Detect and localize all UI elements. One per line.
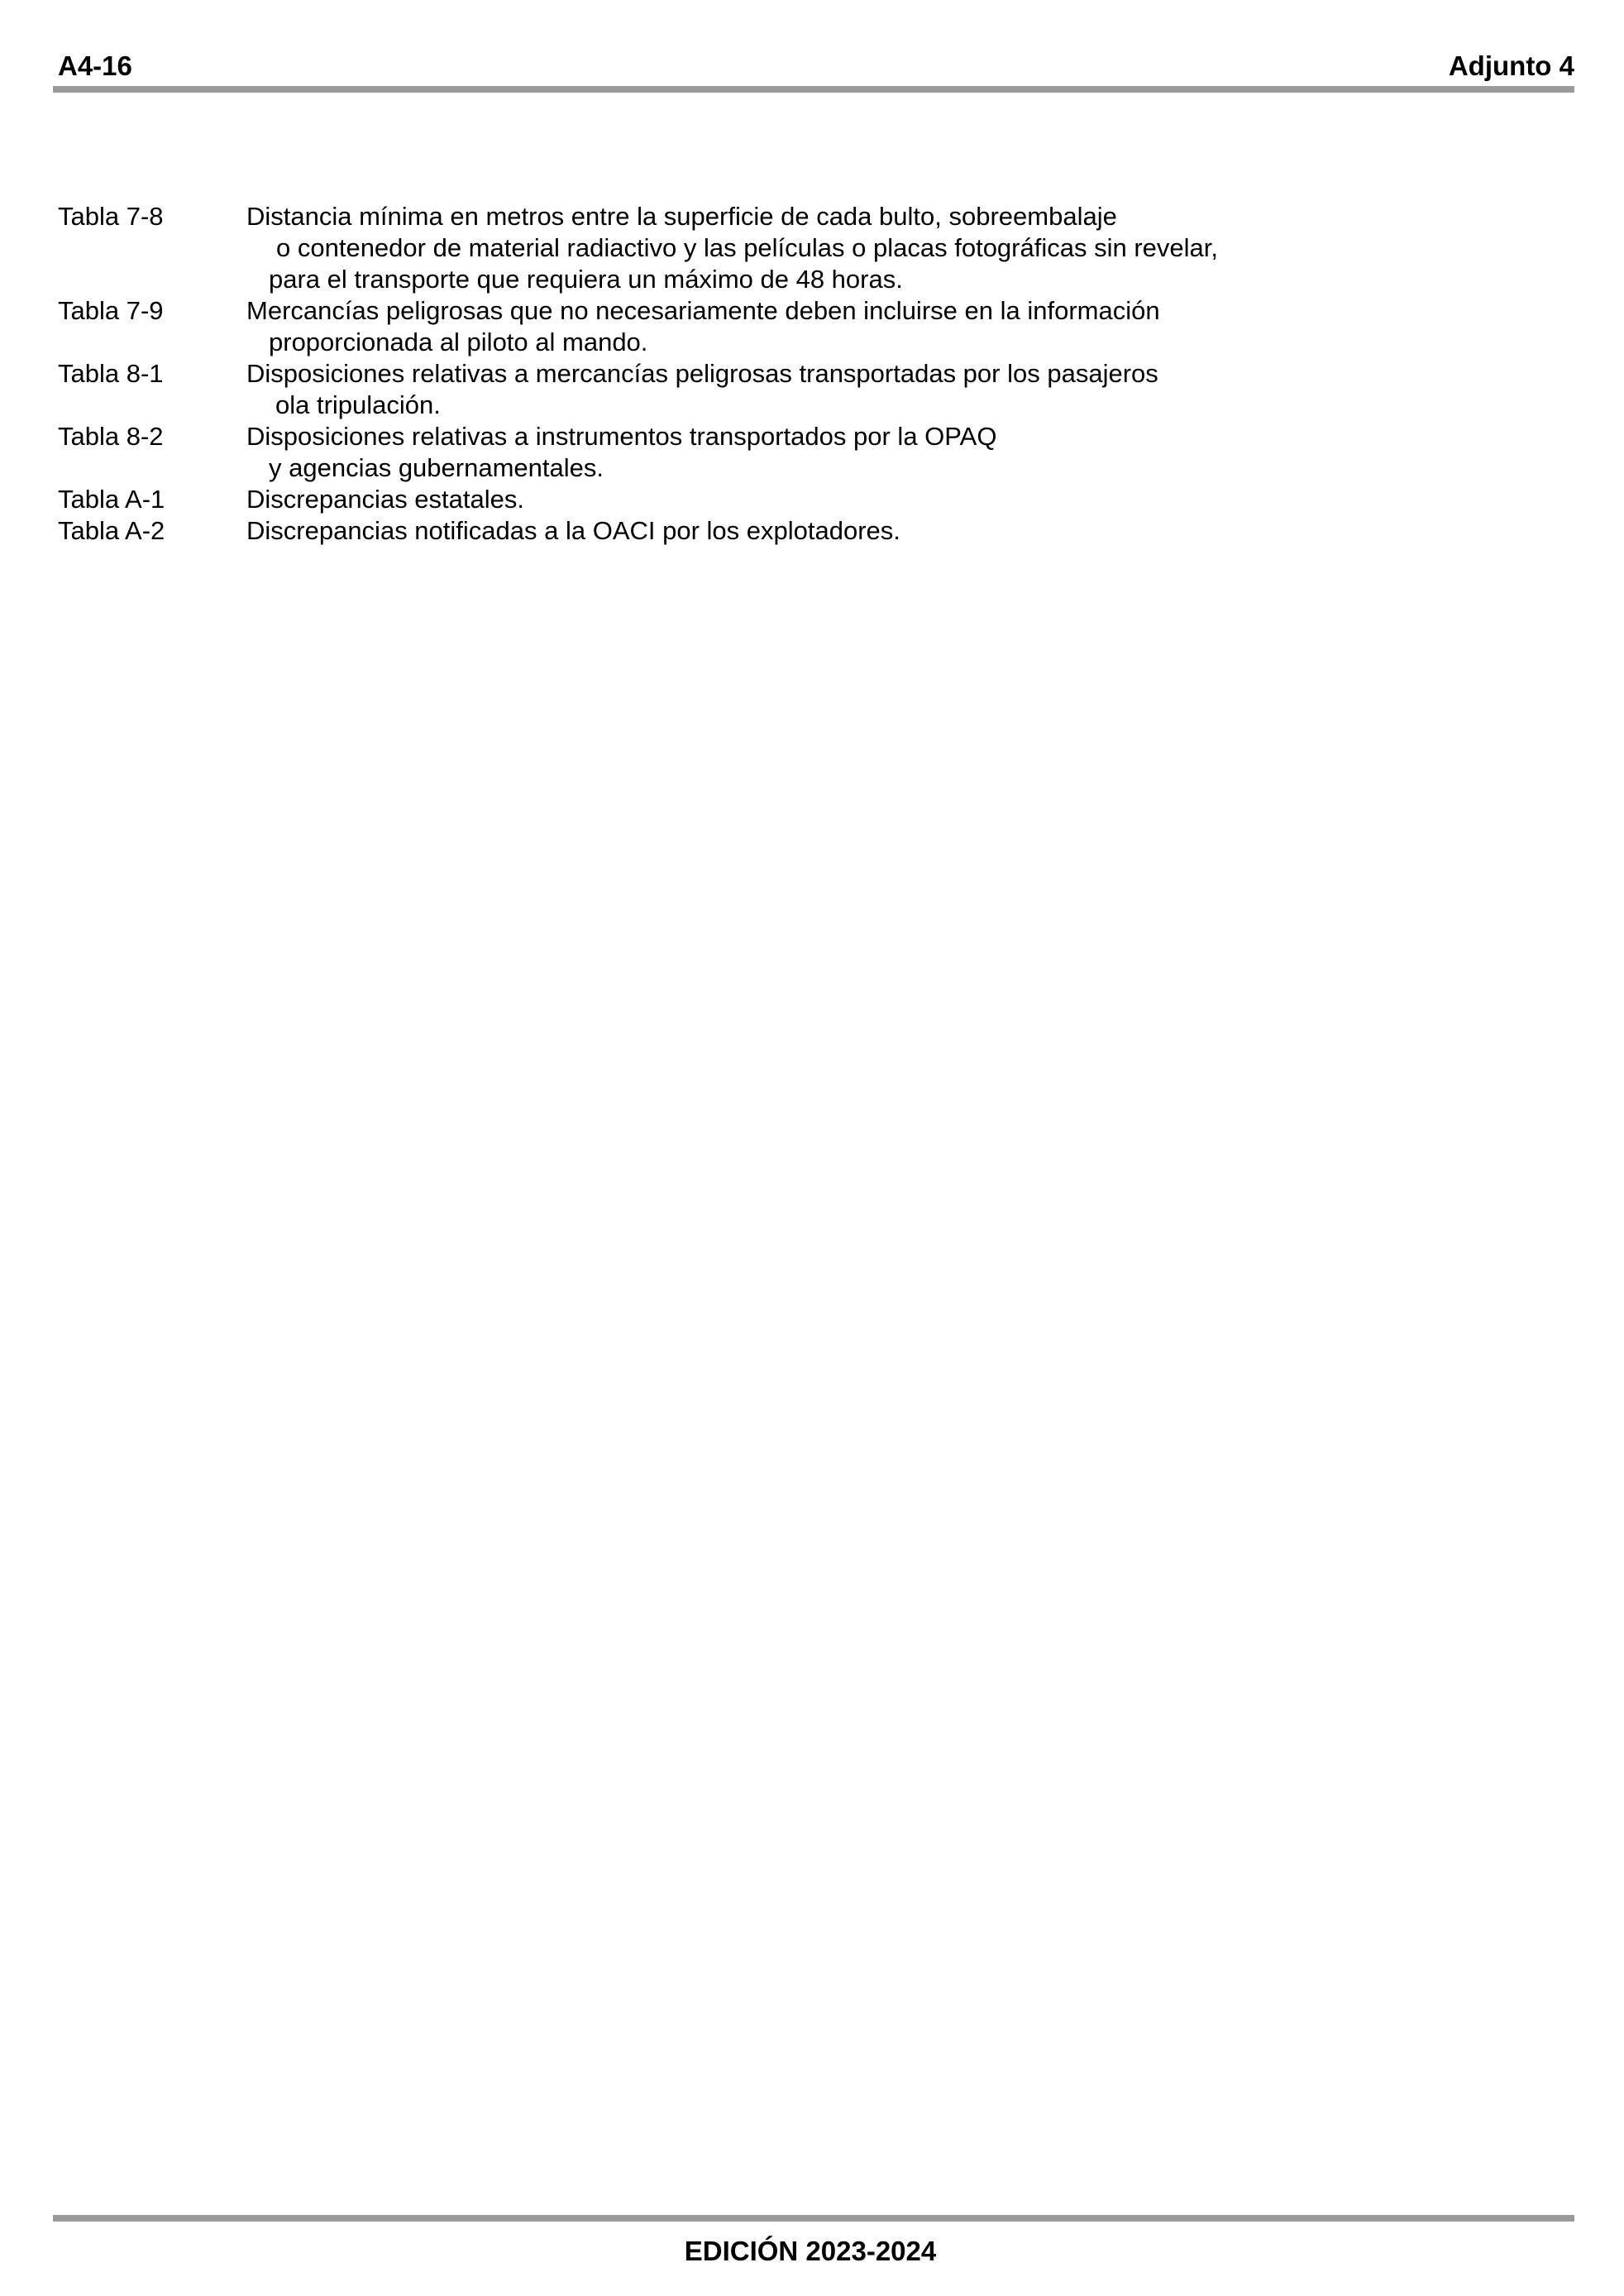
table-label: Tabla A-1 — [58, 485, 165, 514]
description-line: proporcionada al piloto al mando. — [269, 328, 648, 356]
section-title: Adjunto 4 — [1448, 50, 1574, 81]
description-line: o contenedor de material radiactivo y las películas o placas fotográficas sin revelar, — [276, 233, 1218, 262]
table-entry — [58, 515, 1513, 547]
table-description — [246, 295, 1513, 358]
table-label: Tabla 8-1 — [58, 359, 164, 388]
table-description — [246, 201, 1513, 295]
description-line: y agencias gubernamentales. — [269, 453, 604, 482]
description-line: Discrepancias estatales. — [246, 485, 524, 514]
table-entry — [58, 358, 1513, 421]
edition-label: EDICIÓN 2023-2024 — [684, 2236, 937, 2266]
page-number: A4-16 — [58, 50, 132, 81]
table-label: Tabla 7-8 — [58, 202, 164, 231]
table-description — [246, 358, 1513, 421]
header-rule — [53, 86, 1574, 93]
description-line: Disposiciones relativas a mercancías peligrosas transportadas por los pasajeros — [246, 359, 1158, 388]
table-entry — [58, 295, 1513, 358]
description-line: Mercancías peligrosas que no necesariamente deben incluirse en la información — [246, 296, 1160, 325]
table-description — [246, 515, 1513, 547]
table-entry — [58, 484, 1513, 515]
footer-rule — [53, 2215, 1574, 2222]
table-list — [58, 201, 1513, 547]
table-label: Tabla 7-9 — [58, 296, 164, 325]
table-description — [246, 421, 1513, 484]
table-description — [246, 484, 1513, 515]
description-line: para el transporte que requiera un máximo de 48 horas. — [269, 265, 903, 294]
page-header — [58, 48, 1574, 84]
description-line: Disposiciones relativas a instrumentos transportados por la OPAQ — [246, 422, 997, 451]
table-entry — [58, 201, 1513, 295]
table-label: Tabla 8-2 — [58, 422, 164, 451]
page-footer — [0, 2233, 1624, 2270]
description-line: Discrepancias notificadas a la OACI por los explotadores. — [246, 516, 900, 545]
description-line: Distancia mínima en metros entre la superficie de cada bulto, sobreembalaje — [246, 202, 1117, 231]
table-entry — [58, 421, 1513, 484]
description-line: ola tripulación. — [275, 390, 441, 419]
table-label: Tabla A-2 — [58, 516, 165, 545]
